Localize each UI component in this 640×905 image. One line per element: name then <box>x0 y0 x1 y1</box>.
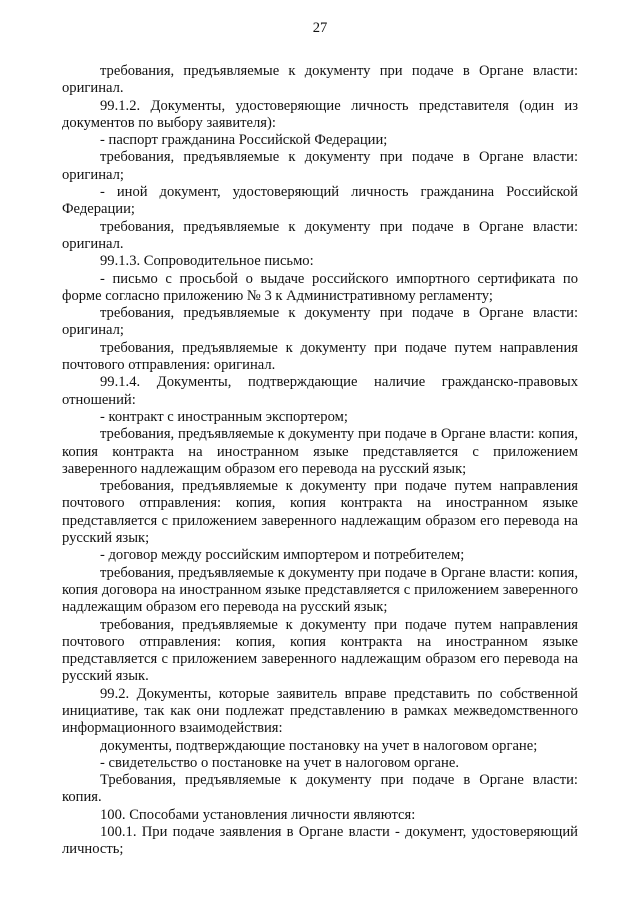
paragraph: требования, предъявляемые к документу при подаче в Органе власти: оригинал; <box>62 149 578 183</box>
paragraph: - паспорт гражданина Российской Федерации; <box>100 132 388 149</box>
paragraph: - договор между российским импортером и потребителем; <box>100 547 465 564</box>
paragraph: требования, предъявляемые к документу при подаче в Органе власти: копия, копия договора на иностранном языке представляется с приложением заверенного надлежащим образом его перевода на русский язык; <box>62 564 578 616</box>
paragraph: - иной документ, удостоверяющий личность гражданина Российской Федерации; <box>62 184 578 218</box>
paragraph: требования, предъявляемые к документу при подаче путем направления почтового отправления: копия, копия контракта на иностранном языке представляется с приложением заверенного надлежащим образом его перевода на русский язык. <box>62 616 578 685</box>
paragraph: документы, подтверждающие постановку на учет в налоговом органе; <box>100 737 538 754</box>
paragraph: требования, предъявляемые к документу при подаче путем направления почтового отправления: копия, копия контракта на иностранном языке представляется с приложением заверенного надлежащим образом его перевода на русский язык; <box>62 478 578 547</box>
paragraph: - контракт с иностранным экспортером; <box>100 408 348 425</box>
paragraph: требования, предъявляемые к документу при подаче в Органе власти: оригинал; <box>62 305 578 339</box>
page-number: 27 <box>312 20 328 36</box>
paragraph: 99.1.2. Документы, удостоверяющие личность представителя (один из документов по выбору заявителя): <box>62 97 578 131</box>
paragraph: 99.1.3. Сопроводительное письмо: <box>100 253 314 270</box>
document-body <box>62 63 578 859</box>
paragraph: Требования, предъявляемые к документу при подаче в Органе власти: копия. <box>62 772 578 806</box>
paragraph: требования, предъявляемые к документу при подаче в Органе власти: оригинал. <box>62 218 578 252</box>
paragraph: требования, предъявляемые к документу при подаче в Органе власти: оригинал. <box>62 63 578 97</box>
paragraph: требования, предъявляемые к документу при подаче путем направления почтового отправления: оригинал. <box>62 339 578 374</box>
paragraph: - свидетельство о постановке на учет в налоговом органе. <box>100 754 459 771</box>
paragraph: 100.1. При подаче заявления в Органе власти - документ, удостоверяющий личность; <box>62 824 578 858</box>
paragraph: 100. Способами установления личности являются: <box>100 806 416 823</box>
paragraph: 99.2. Документы, которые заявитель вправе представить по собственной инициативе, так как они подлежат представлению в рамках межведомственного информационного взаимодействия: <box>62 685 578 737</box>
paragraph: 99.1.4. Документы, подтверждающие наличие гражданско-правовых отношений: <box>62 374 578 408</box>
paragraph: - письмо с просьбой о выдаче российского импортного сертификата по форме согласно приложению № 3 к Административному регламенту; <box>62 270 578 304</box>
paragraph: требования, предъявляемые к документу при подаче в Органе власти: копия, копия контракта на иностранном языке представляется с приложением заверенного надлежащим образом его перевода на русский язык; <box>62 426 578 477</box>
